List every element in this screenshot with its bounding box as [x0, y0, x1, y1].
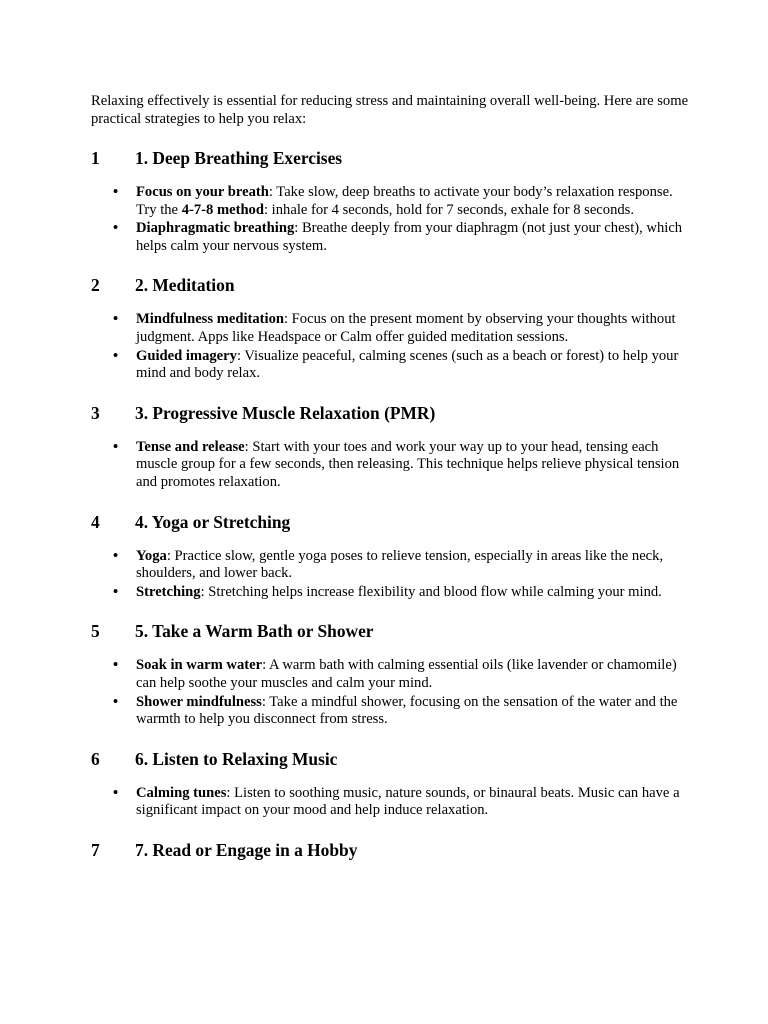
section — [91, 840, 691, 860]
list-item — [91, 311, 691, 346]
item-term: Stretching — [136, 583, 201, 600]
bullet-icon: • — [113, 220, 119, 237]
section — [91, 512, 691, 602]
list-item — [91, 657, 691, 692]
bullet-list — [91, 184, 691, 255]
item-term: Shower mindfulness — [136, 693, 262, 710]
bullet-icon: • — [113, 547, 119, 564]
item-text: : Visualize peaceful, calming scenes (such as a beach or forest) to help your mind and body relax. — [136, 347, 679, 382]
bullet-icon: • — [113, 657, 119, 674]
bullet-icon: • — [113, 438, 119, 455]
section-number: 4 — [91, 511, 100, 532]
list-item — [91, 548, 691, 583]
list-item — [91, 694, 691, 729]
item-text: : inhale for 4 seconds, hold for 7 seconds, exhale for 8 seconds. — [263, 201, 635, 218]
section-title: 5. Take a Warm Bath or Shower — [135, 621, 374, 642]
bullet-icon: • — [113, 347, 119, 364]
item-text: : Stretching helps increase flexibility and blood flow while calming your mind. — [200, 583, 662, 600]
bullet-icon: • — [113, 311, 119, 328]
item-text: : Start with your toes and work your way up to your head, tensing each muscle group for a few seconds, then releasing. This technique helps relieve physical tension and promotes relaxation. — [136, 438, 680, 490]
list-item — [91, 220, 691, 255]
bullet-list — [91, 548, 691, 602]
section — [91, 403, 691, 492]
item-term: Calming tunes — [136, 784, 227, 801]
bullet-icon: • — [113, 184, 119, 200]
item-term: Diaphragmatic breathing — [136, 220, 295, 237]
section-heading — [91, 621, 691, 641]
section-title: 6. Listen to Relaxing Music — [135, 748, 338, 769]
section-title: 7. Read or Engage in a Hobby — [135, 839, 358, 860]
list-item — [91, 184, 691, 219]
bullet-list — [91, 439, 691, 492]
list-item — [91, 348, 691, 383]
section-number: 6 — [91, 748, 100, 769]
item-term: 4-7-8 method — [181, 201, 264, 218]
section-heading — [91, 403, 691, 423]
section-number: 3 — [91, 402, 100, 423]
section — [91, 148, 691, 255]
list-item — [91, 584, 691, 602]
item-text: : Breathe deeply from your diaphragm (not just your chest), which helps calm your nervous system. — [136, 220, 683, 254]
sections-container — [91, 148, 691, 860]
bullet-icon: • — [113, 784, 119, 801]
section-number: 2 — [91, 275, 100, 296]
item-text: : Practice slow, gentle yoga poses to relieve tension, especially in areas like the neck, shoulders, and lower back. — [136, 547, 664, 582]
item-term: Tense and release — [136, 438, 245, 455]
section-title: 3. Progressive Muscle Relaxation (PMR) — [135, 402, 436, 423]
item-term: Guided imagery — [136, 347, 237, 364]
section-title: 4. Yoga or Stretching — [135, 511, 291, 532]
section-number: 7 — [91, 839, 100, 860]
bullet-icon: • — [113, 693, 119, 710]
item-term: Focus on your breath — [136, 184, 269, 200]
item-text: : Take a mindful shower, focusing on the sensation of the water and the warmth to help you disconnect from stress. — [136, 693, 678, 728]
bullet-list — [91, 311, 691, 382]
bullet-list — [91, 785, 691, 820]
section-number: 1 — [91, 148, 100, 168]
bullet-icon: • — [113, 583, 119, 600]
item-text: : A warm bath with calming essential oils (like lavender or chamomile) can help soothe your muscles and calm your mind. — [136, 657, 677, 691]
document-page — [91, 93, 691, 876]
list-item — [91, 439, 691, 492]
section-number: 5 — [91, 621, 100, 642]
section-heading — [91, 749, 691, 769]
item-text: : Focus on the present moment by observing your thoughts without judgment. Apps like Headspace or Calm offer guided meditation sessions. — [136, 311, 676, 345]
section-title: 1. Deep Breathing Exercises — [135, 148, 343, 168]
section — [91, 275, 691, 382]
section — [91, 621, 691, 728]
section-heading — [91, 275, 691, 295]
section-heading — [91, 840, 691, 860]
list-item — [91, 785, 691, 820]
section — [91, 749, 691, 820]
section-heading — [91, 512, 691, 532]
item-text: : Take slow, deep breaths to activate your body’s relaxation response. Try the — [136, 184, 673, 218]
item-term: Soak in warm water — [136, 657, 263, 674]
item-text: : Listen to soothing music, nature sounds, or binaural beats. Music can have a significant impact on your mood and help induce relaxation. — [136, 784, 680, 819]
section-title: 2. Meditation — [135, 275, 235, 296]
item-term: Yoga — [136, 547, 167, 564]
bullet-list — [91, 657, 691, 728]
item-term: Mindfulness meditation — [136, 311, 284, 328]
intro-paragraph: Relaxing effectively is essential for reducing stress and maintaining overall well-being. Here are some practical strategies to help you relax: — [91, 93, 689, 127]
section-heading — [91, 148, 691, 168]
